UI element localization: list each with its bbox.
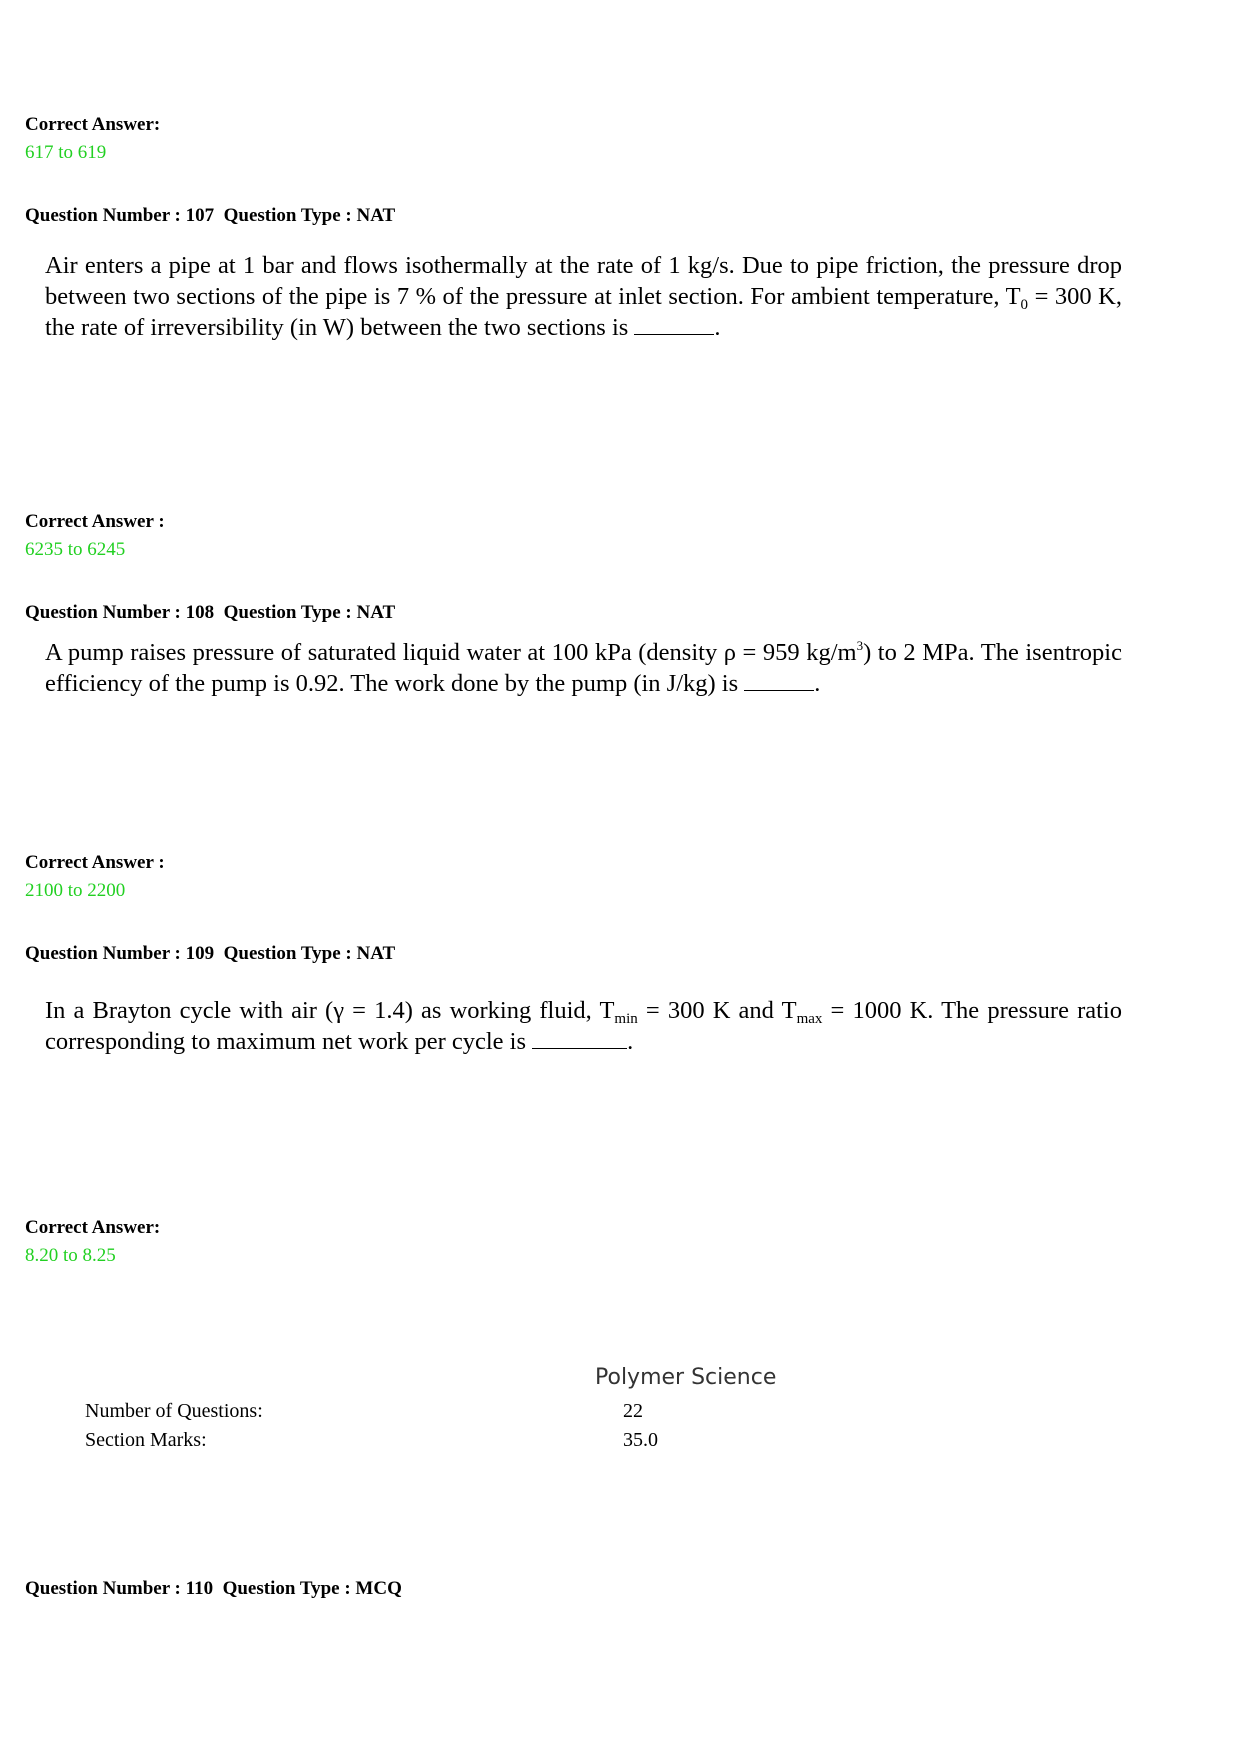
answer-blank	[532, 1028, 627, 1049]
questions-count-value: 22	[623, 1400, 643, 1422]
question-header-110: Question Number : 110 Question Type : MCQ	[25, 1578, 402, 1599]
correct-answer-label: Correct Answer:	[25, 1217, 161, 1238]
answer-blank	[634, 314, 714, 335]
correct-answer-label: Correct Answer :	[25, 852, 165, 873]
correct-answer-value: 617 to 619	[25, 142, 107, 163]
correct-answer-label: Correct Answer :	[25, 511, 165, 532]
questions-count-label: Number of Questions:	[85, 1400, 263, 1422]
section-marks-label: Section Marks:	[85, 1429, 207, 1451]
question-header-107: Question Number : 107 Question Type : NAT	[25, 205, 396, 226]
question-header-109: Question Number : 109 Question Type : NAT	[25, 943, 396, 964]
question-header-108: Question Number : 108 Question Type : NAT	[25, 602, 396, 623]
correct-answer-value: 8.20 to 8.25	[25, 1245, 116, 1266]
answer-blank	[744, 670, 814, 691]
section-marks-value: 35.0	[623, 1429, 658, 1451]
question-text-107: Air enters a pipe at 1 bar and flows isothermally at the rate of 1 kg/s. Due to pipe friction, the pressure drop between two sections of the pipe is 7 % of the pressure at inlet section. For ambient temperature, $T_0 = 300$ K, the rate of irreversibility (in W) between the two sections is .	[45, 252, 1122, 341]
section-title: Polymer Science	[595, 1365, 777, 1390]
correct-answer-label: Correct Answer:	[25, 114, 161, 135]
question-text-109: In a Brayton cycle with air (γ = 1.4) as working fluid, $T_{min} = 300$ K and $T_{max} = 1000$ K. The pressure ratio corresponding to maximum net work per cycle is .	[45, 997, 1122, 1055]
question-text-108: A pump raises pressure of saturated liquid water at 100 kPa (density ρ = 959 $kg/m^3$) to 2 MPa. The isentropic efficiency of the pump is 0.92. The work done by the pump (in J/kg) is .	[45, 638, 1122, 697]
correct-answer-value: 6235 to 6245	[25, 539, 126, 560]
correct-answer-value: 2100 to 2200	[25, 880, 126, 901]
